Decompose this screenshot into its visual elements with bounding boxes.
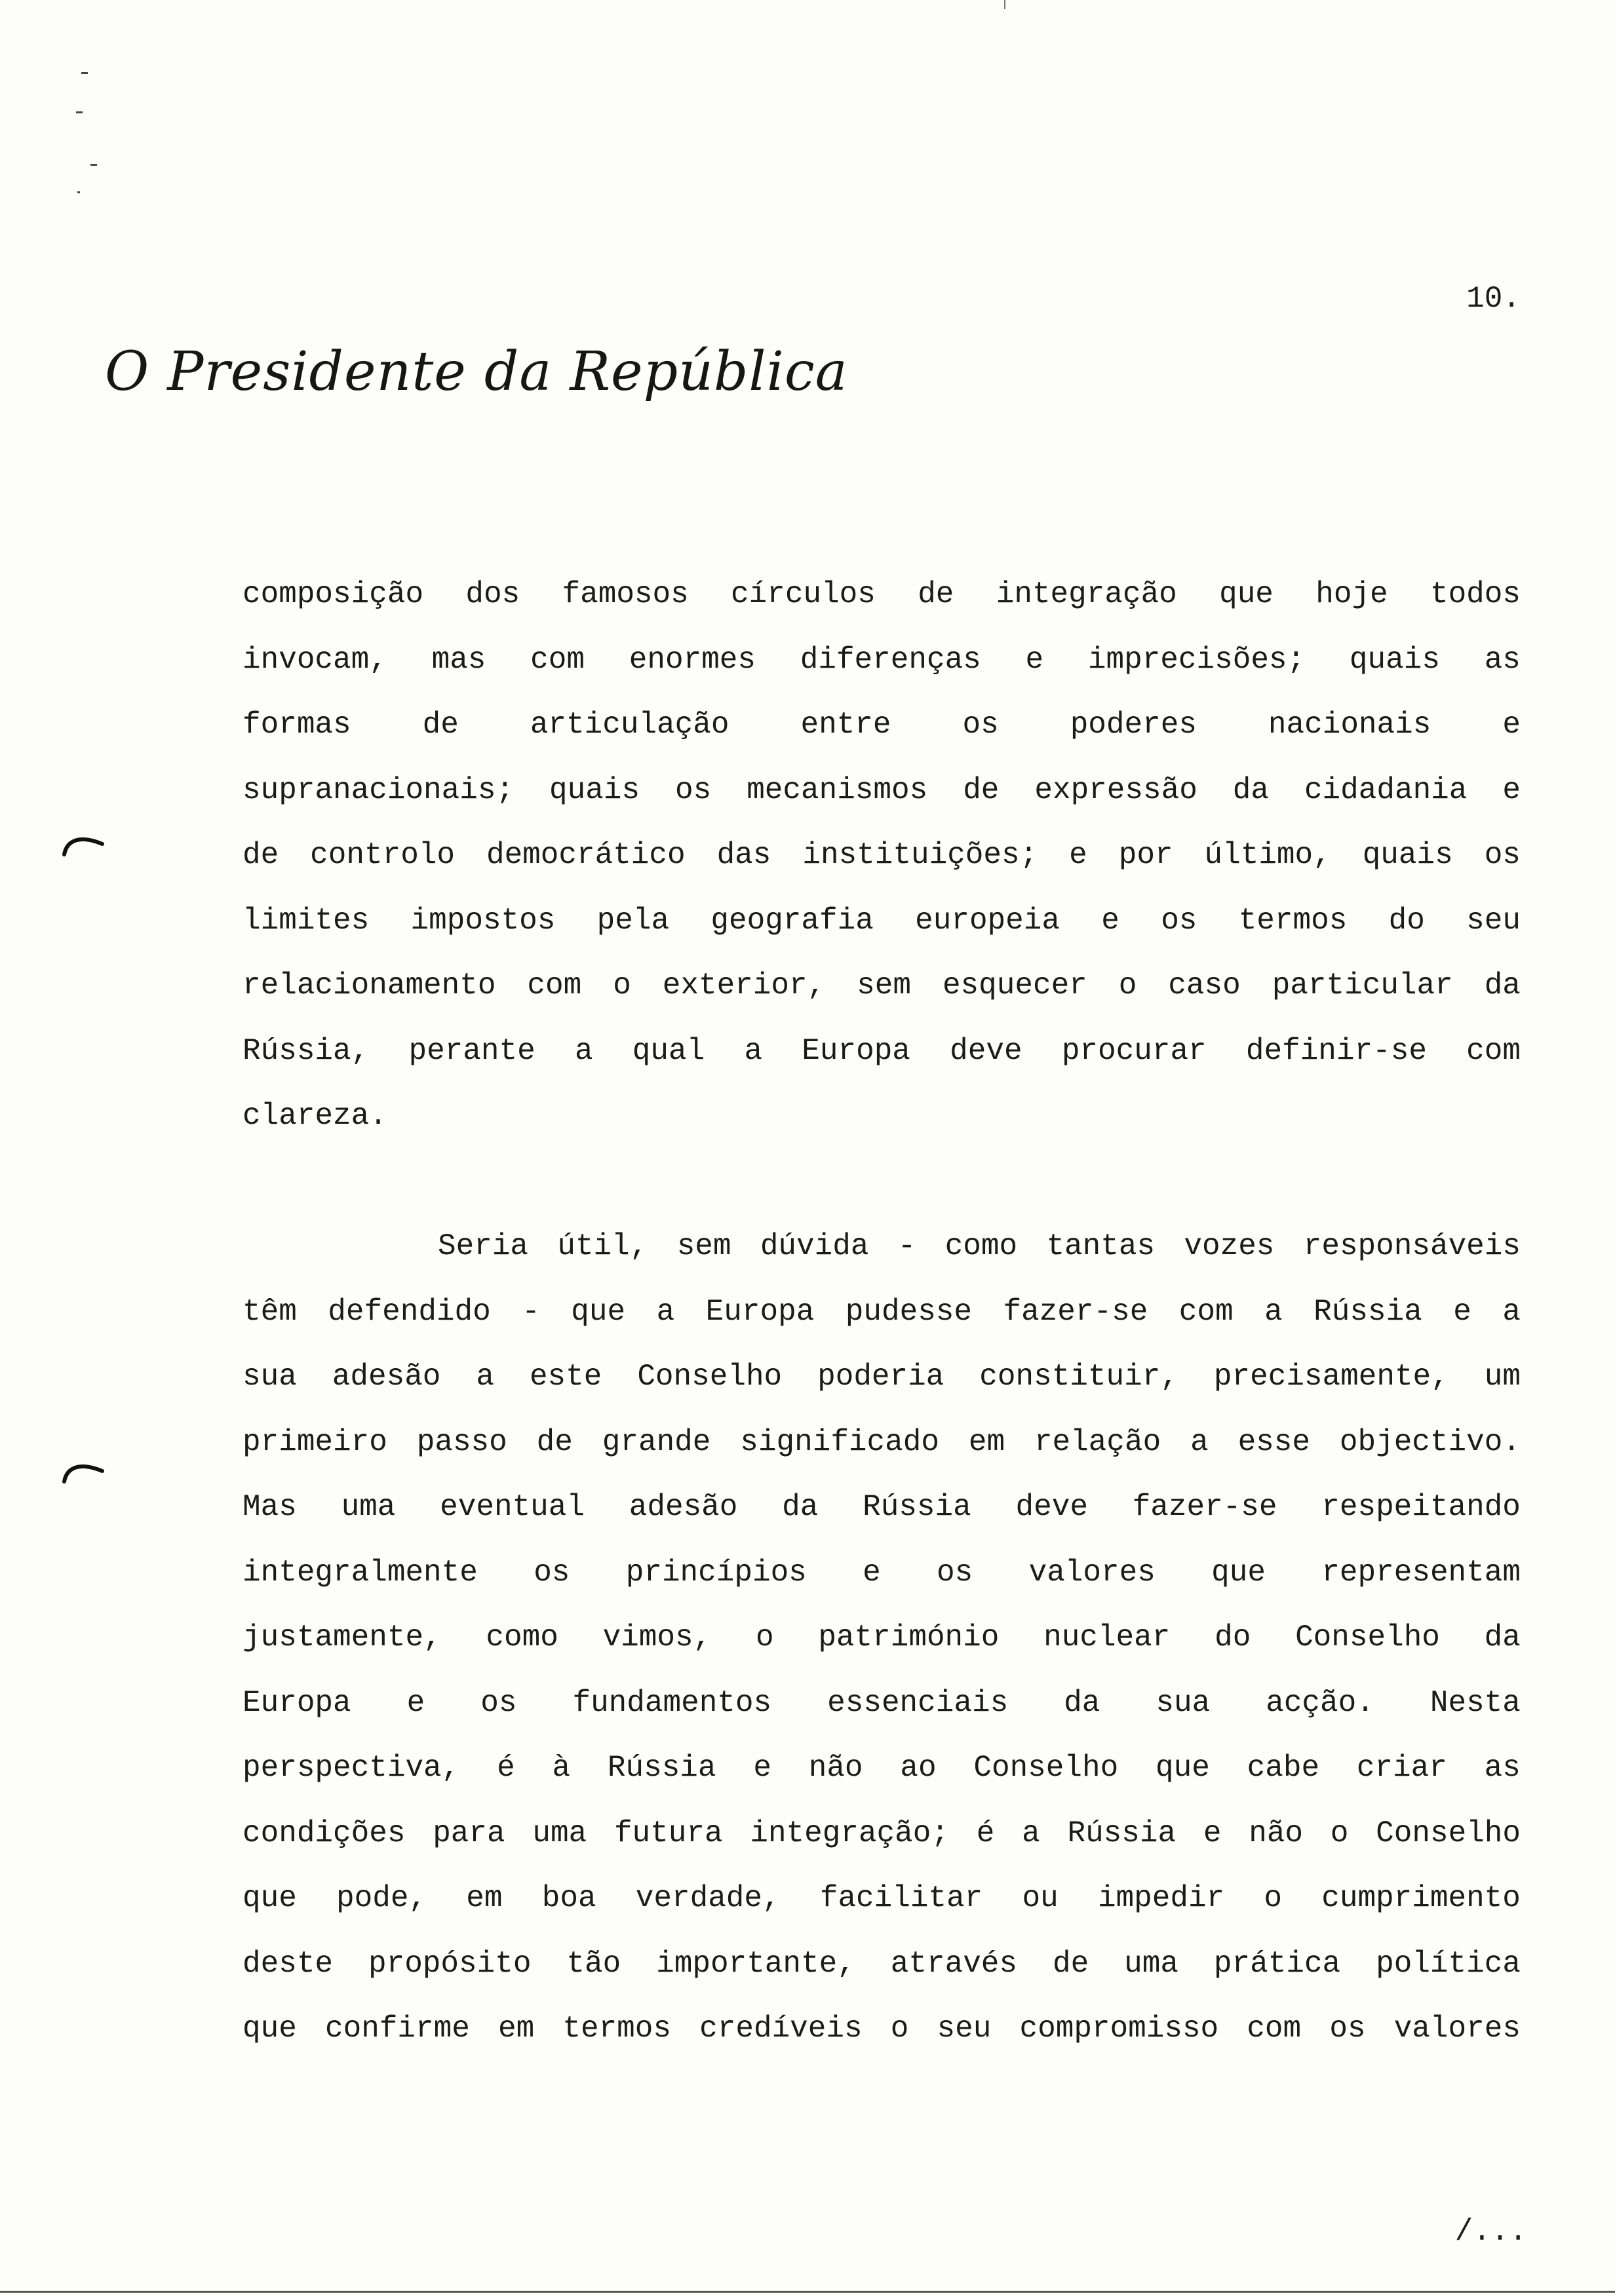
- word: pode,: [336, 1881, 427, 1915]
- word: e: [863, 1555, 881, 1590]
- letterhead: O Presidente da República: [105, 341, 848, 403]
- word: que: [1211, 1555, 1266, 1590]
- text-line: [243, 758, 1521, 824]
- word: do: [1215, 1620, 1251, 1655]
- text-line: [243, 1019, 1521, 1084]
- word: os: [480, 1685, 517, 1720]
- word: a: [744, 1033, 763, 1068]
- scan-artifact: [76, 111, 83, 113]
- word: democrático: [486, 838, 686, 872]
- word: o: [755, 1620, 774, 1655]
- word: articulação: [530, 708, 730, 742]
- word: o: [890, 2012, 909, 2046]
- word: de: [243, 838, 279, 872]
- word: a: [1264, 1294, 1283, 1329]
- word: esse: [1237, 1425, 1310, 1459]
- word: invocam,: [243, 642, 387, 677]
- word: uma: [1124, 1946, 1178, 1981]
- word: ao: [900, 1751, 937, 1785]
- page-number: 10.: [1466, 282, 1521, 316]
- text-line: [243, 1866, 1521, 1932]
- word: mecanismos: [747, 773, 928, 807]
- word: definir-se: [1245, 1033, 1427, 1068]
- text-line: [243, 1605, 1521, 1671]
- word: representam: [1321, 1555, 1521, 1590]
- word: não: [808, 1751, 863, 1785]
- word: com: [530, 642, 585, 677]
- word: respeitando: [1321, 1490, 1521, 1524]
- text-line: [243, 1736, 1521, 1801]
- word: por: [1118, 838, 1173, 872]
- word: dúvida: [760, 1229, 869, 1263]
- word: é: [976, 1816, 995, 1850]
- word: sem: [857, 968, 911, 1003]
- word: verdade,: [635, 1881, 781, 1915]
- word: fundamentos: [572, 1685, 772, 1720]
- word: responsáveis: [1303, 1229, 1521, 1263]
- word: acção.: [1266, 1685, 1374, 1720]
- word: passo: [416, 1425, 507, 1459]
- word: os: [1161, 903, 1197, 938]
- word: e: [1203, 1816, 1222, 1850]
- word: integralmente: [243, 1555, 478, 1590]
- word: criar: [1356, 1751, 1447, 1785]
- word: da: [1232, 773, 1269, 807]
- text-line: [243, 562, 1521, 628]
- word: condições: [243, 1816, 406, 1850]
- word: fazer-se: [1132, 1490, 1277, 1524]
- word: os: [937, 1555, 973, 1590]
- word: vozes: [1184, 1229, 1275, 1263]
- word: sem: [676, 1229, 731, 1263]
- word: significado: [740, 1425, 939, 1459]
- word: política: [1376, 1946, 1521, 1981]
- word: expressão: [1034, 773, 1197, 807]
- word: com: [1178, 1294, 1234, 1329]
- word: e: [1502, 773, 1521, 807]
- word: impedir: [1097, 1881, 1225, 1915]
- word: integração: [996, 577, 1177, 611]
- scan-artifact: [77, 191, 80, 193]
- word: que: [1219, 577, 1274, 611]
- word: quais: [549, 773, 640, 807]
- word: precisamente,: [1213, 1360, 1449, 1394]
- word: imprecisões;: [1087, 642, 1306, 677]
- word: o: [1264, 1881, 1283, 1915]
- word: os: [962, 708, 999, 742]
- word: esquecer: [942, 968, 1087, 1003]
- word: poderes: [1070, 708, 1197, 742]
- word: particular: [1272, 968, 1453, 1003]
- word: Rússia: [1067, 1816, 1177, 1850]
- word: Seria: [438, 1229, 529, 1263]
- word: em: [497, 2012, 535, 2046]
- word: Rússia,: [243, 1033, 370, 1068]
- word: qual: [632, 1033, 705, 1068]
- word: essenciais: [827, 1685, 1009, 1720]
- word: valores: [1393, 2012, 1521, 2046]
- word: diferenças: [800, 642, 981, 677]
- word: património: [818, 1620, 1000, 1655]
- word: valores: [1028, 1555, 1156, 1590]
- word: confirme: [324, 2012, 470, 2046]
- word: defendido: [328, 1294, 491, 1329]
- text-line: [243, 1671, 1521, 1736]
- word: futura: [613, 1816, 723, 1850]
- word: e: [1502, 708, 1521, 742]
- word: objectivo.: [1339, 1425, 1521, 1459]
- word: tantas: [1046, 1229, 1156, 1263]
- word: círculos: [731, 577, 876, 611]
- word: integração;: [750, 1816, 949, 1850]
- word: e: [1453, 1294, 1471, 1329]
- word: não: [1249, 1816, 1304, 1850]
- word: este: [529, 1360, 602, 1394]
- word: europeia: [915, 903, 1060, 938]
- word: um: [1484, 1360, 1521, 1394]
- text-line: [243, 693, 1521, 758]
- word: de: [918, 577, 954, 611]
- word: que: [1156, 1751, 1210, 1785]
- word: com: [1247, 2012, 1302, 2046]
- word: que: [243, 2012, 297, 2046]
- word: o: [613, 968, 631, 1003]
- word: útil,: [557, 1229, 648, 1263]
- word: Europa: [802, 1033, 910, 1068]
- word: fazer-se: [1003, 1294, 1148, 1329]
- word: em: [968, 1425, 1005, 1459]
- word: quais: [1349, 642, 1440, 677]
- word: adesão: [332, 1360, 441, 1394]
- word: sua: [1156, 1685, 1211, 1720]
- word: à: [552, 1751, 571, 1785]
- word: tão: [566, 1946, 621, 1981]
- word: de: [1052, 1946, 1089, 1981]
- word: todos: [1430, 577, 1521, 611]
- word: os: [1484, 838, 1521, 872]
- text-line: [243, 1997, 1521, 2062]
- word: a: [1502, 1294, 1521, 1329]
- word: do: [1388, 903, 1425, 938]
- page-edge: [0, 2291, 1615, 2293]
- word: famosos: [562, 577, 689, 611]
- word: de: [536, 1425, 573, 1459]
- word: é: [497, 1751, 515, 1785]
- text-line: [243, 1345, 1521, 1410]
- word: instituições;: [802, 838, 1038, 872]
- word: deste: [243, 1946, 334, 1981]
- text-line: [243, 628, 1521, 693]
- word: termos: [1238, 903, 1348, 938]
- word: enormes: [629, 642, 756, 677]
- word: Europa: [705, 1294, 815, 1329]
- word: Conselho: [1376, 1816, 1521, 1850]
- continuation-marker: /...: [1454, 2215, 1527, 2249]
- word: as: [1484, 1751, 1521, 1785]
- word: Mas: [243, 1490, 297, 1524]
- word: importante,: [656, 1946, 855, 1981]
- word: da: [1064, 1685, 1100, 1720]
- word: de: [963, 773, 1000, 807]
- word: uma: [532, 1816, 587, 1850]
- word: seu: [1466, 903, 1521, 938]
- word: último,: [1204, 838, 1331, 872]
- word: perante: [408, 1033, 535, 1068]
- word: de: [422, 708, 459, 742]
- word: adesão: [629, 1490, 738, 1524]
- word: justamente,: [243, 1620, 442, 1655]
- word: relacionamento: [243, 968, 496, 1003]
- word: compromisso: [1019, 2012, 1219, 2046]
- text-line: [243, 953, 1521, 1019]
- paragraph-2: [243, 1214, 1521, 2062]
- text-line: [243, 1280, 1521, 1345]
- word: Rússia: [607, 1751, 716, 1785]
- word: deve: [950, 1033, 1022, 1068]
- word: perspectiva,: [243, 1751, 460, 1785]
- word: pela: [596, 903, 670, 938]
- word: a: [476, 1360, 494, 1394]
- word: a: [656, 1294, 675, 1329]
- text-line: [243, 1475, 1521, 1540]
- word: seu: [937, 2012, 992, 2046]
- word: cidadania: [1304, 773, 1468, 807]
- text-line: [243, 1932, 1521, 1997]
- word: o: [1330, 1816, 1349, 1850]
- word: prática: [1213, 1946, 1341, 1981]
- word: -: [897, 1229, 916, 1263]
- word: com: [527, 968, 582, 1003]
- word: Rússia: [863, 1490, 971, 1524]
- word: poderia: [817, 1360, 944, 1394]
- word: eventual: [440, 1490, 585, 1524]
- word: Conselho: [637, 1360, 783, 1394]
- text-line: [243, 1084, 1521, 1149]
- text-line: [243, 1801, 1521, 1867]
- word: e: [406, 1685, 425, 1720]
- word: e: [1025, 642, 1044, 677]
- word: nacionais: [1268, 708, 1431, 742]
- word: formas: [243, 708, 351, 742]
- scan-artifact: [81, 72, 88, 74]
- word: grande: [602, 1425, 711, 1459]
- word: e: [753, 1751, 771, 1785]
- word: como: [486, 1620, 558, 1655]
- word: relação: [1034, 1425, 1161, 1459]
- word: facilitar: [819, 1881, 983, 1915]
- word: exterior,: [662, 968, 826, 1003]
- word: -: [522, 1294, 540, 1329]
- word: entre: [800, 708, 891, 742]
- word: deve: [1015, 1490, 1088, 1524]
- word: através: [890, 1946, 1018, 1981]
- text-line: [243, 1214, 1521, 1280]
- text-line: [243, 889, 1521, 954]
- word: constituir,: [979, 1360, 1178, 1394]
- word: nuclear: [1043, 1620, 1171, 1655]
- paragraph-1: [243, 562, 1521, 1149]
- word: supranacionais;: [243, 773, 515, 807]
- scan-artifact: [1004, 0, 1005, 9]
- word: Conselho: [1295, 1620, 1440, 1655]
- word: pudesse: [845, 1294, 973, 1329]
- word: boa: [541, 1881, 596, 1915]
- word: limites: [243, 903, 370, 938]
- word: os: [534, 1555, 570, 1590]
- word: procurar: [1061, 1033, 1207, 1068]
- margin-bracket-icon: [60, 831, 106, 857]
- word: vimos,: [602, 1620, 712, 1655]
- scan-artifact: [90, 164, 97, 166]
- word: impostos: [410, 903, 556, 938]
- word: e: [1101, 903, 1119, 938]
- word: geografia: [710, 903, 874, 938]
- word: as: [1484, 642, 1521, 677]
- margin-bracket-icon: [60, 1458, 106, 1484]
- word: que: [571, 1294, 626, 1329]
- word: a: [1190, 1425, 1209, 1459]
- word: mas: [431, 642, 486, 677]
- word: termos: [562, 2012, 671, 2046]
- word: clareza.: [243, 1099, 387, 1133]
- word: os: [1329, 2012, 1366, 2046]
- word: os: [675, 773, 712, 807]
- word: caso: [1168, 968, 1241, 1003]
- word: que: [243, 1881, 297, 1915]
- word: quais: [1362, 838, 1453, 872]
- word: da: [1484, 968, 1521, 1003]
- word: Rússia: [1313, 1294, 1422, 1329]
- word: sua: [243, 1360, 297, 1394]
- word: para: [433, 1816, 505, 1850]
- word: das: [716, 838, 771, 872]
- text-line: [243, 823, 1521, 889]
- word: primeiro: [243, 1425, 387, 1459]
- word: ou: [1022, 1881, 1059, 1915]
- word: com: [1466, 1033, 1521, 1068]
- word: Nesta: [1430, 1685, 1521, 1720]
- word: têm: [243, 1294, 297, 1329]
- word: Europa: [243, 1685, 351, 1720]
- word: propósito: [368, 1946, 532, 1981]
- word: princípios: [625, 1555, 807, 1590]
- word: credíveis: [699, 2012, 863, 2046]
- word: controlo: [310, 838, 456, 872]
- word: uma: [341, 1490, 396, 1524]
- word: cumprimento: [1321, 1881, 1521, 1915]
- word: da: [1484, 1620, 1521, 1655]
- text-line: [243, 1410, 1521, 1476]
- word: em: [466, 1881, 503, 1915]
- word: cabe: [1247, 1751, 1320, 1785]
- word: da: [782, 1490, 819, 1524]
- word: e: [1069, 838, 1087, 872]
- word: composição: [243, 577, 424, 611]
- word: a: [1022, 1816, 1040, 1850]
- word: dos: [465, 577, 520, 611]
- word: o: [1118, 968, 1137, 1003]
- word: hoje: [1315, 577, 1388, 611]
- word: como: [944, 1229, 1018, 1263]
- word: a: [574, 1033, 593, 1068]
- word: Conselho: [973, 1751, 1119, 1785]
- text-line: [243, 1540, 1521, 1606]
